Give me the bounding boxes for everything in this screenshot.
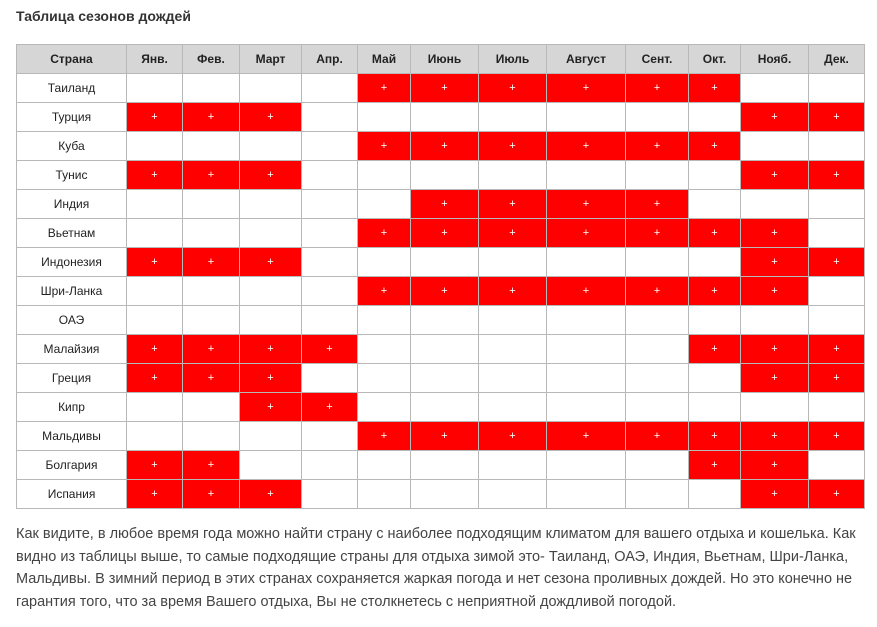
country-cell: ОАЭ (17, 306, 127, 335)
rain-season-cell: + (183, 103, 240, 132)
dry-season-cell (626, 103, 689, 132)
rain-season-cell: + (127, 335, 183, 364)
header-month: Сент. (626, 45, 689, 74)
dry-season-cell (626, 480, 689, 509)
dry-season-cell (547, 306, 626, 335)
country-cell: Болгария (17, 451, 127, 480)
header-month: Май (358, 45, 411, 74)
dry-season-cell (183, 393, 240, 422)
table-row (17, 364, 865, 393)
dry-season-cell (741, 190, 809, 219)
dry-season-cell (358, 248, 411, 277)
dry-season-cell (479, 306, 547, 335)
dry-season-cell (358, 364, 411, 393)
dry-season-cell (479, 451, 547, 480)
rain-season-cell: + (411, 277, 479, 306)
dry-season-cell (479, 248, 547, 277)
dry-season-cell (240, 74, 302, 103)
rain-season-cell: + (127, 248, 183, 277)
rain-season-cell: + (240, 364, 302, 393)
rain-season-cell: + (547, 277, 626, 306)
table-row (17, 103, 865, 132)
dry-season-cell (358, 161, 411, 190)
rain-season-cell: + (183, 364, 240, 393)
rain-season-cell: + (741, 103, 809, 132)
description-paragraph: Как видите, в любое время года можно найти страну с наиболее подходящим климатом для вашего отдыха и кошелька. Как видно из таблицы выше, то самые подходящие страны для отдыха зимой это- Таиланд, ОАЭ, Индия, Вьетнам, Шри-Ланка, Мальдивы. В зимний период в этих странах сохраняется жаркая погода и нет сезона проливных дождей. Но это конечно не гарантия того, что за время Вашего отдыха, Вы не столкнетесь с неприятной дождливой погодой. (16, 526, 856, 610)
rain-season-cell: + (183, 161, 240, 190)
dry-season-cell (479, 335, 547, 364)
country-cell: Тунис (17, 161, 127, 190)
country-cell: Индия (17, 190, 127, 219)
dry-season-cell (302, 219, 358, 248)
rain-season-cell: + (127, 103, 183, 132)
dry-season-cell (358, 335, 411, 364)
dry-season-cell (479, 161, 547, 190)
rain-season-cell: + (741, 480, 809, 509)
dry-season-cell (547, 103, 626, 132)
dry-season-cell (626, 161, 689, 190)
dry-season-cell (302, 132, 358, 161)
dry-season-cell (809, 74, 865, 103)
header-month: Июнь (411, 45, 479, 74)
rain-season-cell: + (127, 451, 183, 480)
dry-season-cell (302, 451, 358, 480)
table-row (17, 451, 865, 480)
dry-season-cell (183, 132, 240, 161)
rain-season-cell: + (809, 364, 865, 393)
dry-season-cell (809, 451, 865, 480)
rain-season-cell: + (626, 219, 689, 248)
dry-season-cell (183, 306, 240, 335)
dry-season-cell (183, 74, 240, 103)
table-row (17, 161, 865, 190)
table-row (17, 480, 865, 509)
dry-season-cell (479, 480, 547, 509)
rain-season-cell: + (626, 422, 689, 451)
rain-season-cell: + (809, 480, 865, 509)
rain-season-cell: + (358, 219, 411, 248)
dry-season-cell (411, 364, 479, 393)
rain-season-cell: + (809, 248, 865, 277)
country-cell: Испания (17, 480, 127, 509)
rain-season-cell: + (741, 161, 809, 190)
dry-season-cell (358, 103, 411, 132)
dry-season-cell (626, 451, 689, 480)
dry-season-cell (127, 132, 183, 161)
dry-season-cell (479, 393, 547, 422)
rain-season-cell: + (479, 422, 547, 451)
dry-season-cell (689, 306, 741, 335)
rain-season-cell: + (547, 219, 626, 248)
dry-season-cell (547, 161, 626, 190)
rain-season-cell: + (626, 132, 689, 161)
rain-season-table (16, 44, 865, 509)
dry-season-cell (809, 393, 865, 422)
table-row (17, 422, 865, 451)
dry-season-cell (183, 277, 240, 306)
rain-season-cell: + (741, 422, 809, 451)
dry-season-cell (547, 393, 626, 422)
rain-season-cell: + (479, 190, 547, 219)
dry-season-cell (479, 103, 547, 132)
rain-season-cell: + (240, 103, 302, 132)
header-month: Март (240, 45, 302, 74)
table-row (17, 74, 865, 103)
dry-season-cell (547, 480, 626, 509)
dry-season-cell (411, 103, 479, 132)
rain-season-cell: + (411, 190, 479, 219)
dry-season-cell (626, 335, 689, 364)
rain-season-cell: + (240, 161, 302, 190)
dry-season-cell (626, 248, 689, 277)
table-row (17, 335, 865, 364)
rain-season-cell: + (183, 480, 240, 509)
rain-season-cell: + (240, 335, 302, 364)
rain-season-cell: + (809, 161, 865, 190)
dry-season-cell (302, 161, 358, 190)
dry-season-cell (302, 422, 358, 451)
country-cell: Кипр (17, 393, 127, 422)
header-month: Нояб. (741, 45, 809, 74)
dry-season-cell (689, 190, 741, 219)
rain-season-cell: + (689, 74, 741, 103)
dry-season-cell (240, 306, 302, 335)
dry-season-cell (411, 480, 479, 509)
rain-season-cell: + (809, 335, 865, 364)
dry-season-cell (302, 364, 358, 393)
dry-season-cell (127, 393, 183, 422)
dry-season-cell (411, 335, 479, 364)
dry-season-cell (547, 248, 626, 277)
rain-season-cell: + (183, 335, 240, 364)
dry-season-cell (741, 74, 809, 103)
dry-season-cell (358, 480, 411, 509)
dry-season-cell (302, 74, 358, 103)
dry-season-cell (127, 74, 183, 103)
header-month: Июль (479, 45, 547, 74)
rain-season-cell: + (741, 277, 809, 306)
country-cell: Вьетнам (17, 219, 127, 248)
header-country: Страна (17, 45, 127, 74)
rain-season-cell: + (302, 335, 358, 364)
country-cell: Турция (17, 103, 127, 132)
dry-season-cell (358, 451, 411, 480)
rain-season-cell: + (547, 190, 626, 219)
country-cell: Мальдивы (17, 422, 127, 451)
table-row (17, 219, 865, 248)
rain-season-cell: + (479, 219, 547, 248)
rain-season-cell: + (741, 219, 809, 248)
dry-season-cell (302, 277, 358, 306)
country-cell: Куба (17, 132, 127, 161)
dry-season-cell (626, 393, 689, 422)
table-row (17, 132, 865, 161)
rain-season-cell: + (479, 277, 547, 306)
dry-season-cell (479, 364, 547, 393)
rain-season-cell: + (411, 422, 479, 451)
rain-season-cell: + (626, 190, 689, 219)
dry-season-cell (809, 219, 865, 248)
header-month: Апр. (302, 45, 358, 74)
dry-season-cell (240, 277, 302, 306)
dry-season-cell (127, 306, 183, 335)
table-row (17, 306, 865, 335)
dry-season-cell (183, 219, 240, 248)
dry-season-cell (411, 248, 479, 277)
table-header-row (17, 45, 865, 74)
dry-season-cell (358, 306, 411, 335)
rain-season-cell: + (689, 132, 741, 161)
dry-season-cell (411, 161, 479, 190)
rain-season-cell: + (127, 161, 183, 190)
rain-season-cell: + (547, 422, 626, 451)
table-row (17, 248, 865, 277)
dry-season-cell (127, 422, 183, 451)
table-body (17, 74, 865, 509)
dry-season-cell (689, 480, 741, 509)
rain-season-cell: + (809, 422, 865, 451)
dry-season-cell (411, 393, 479, 422)
dry-season-cell (302, 248, 358, 277)
rain-season-cell: + (479, 74, 547, 103)
dry-season-cell (741, 132, 809, 161)
dry-season-cell (240, 451, 302, 480)
rain-season-cell: + (127, 364, 183, 393)
rain-season-cell: + (411, 132, 479, 161)
table-row (17, 393, 865, 422)
dry-season-cell (302, 306, 358, 335)
rain-season-cell: + (741, 364, 809, 393)
dry-season-cell (411, 451, 479, 480)
dry-season-cell (240, 190, 302, 219)
header-month: Фев. (183, 45, 240, 74)
dry-season-cell (183, 422, 240, 451)
dry-season-cell (127, 277, 183, 306)
rain-season-cell: + (411, 74, 479, 103)
dry-season-cell (240, 219, 302, 248)
rain-season-cell: + (127, 480, 183, 509)
header-month: Янв. (127, 45, 183, 74)
dry-season-cell (809, 132, 865, 161)
table-row (17, 190, 865, 219)
rain-season-cell: + (689, 219, 741, 248)
country-cell: Греция (17, 364, 127, 393)
rain-season-cell: + (689, 277, 741, 306)
rain-season-cell: + (183, 248, 240, 277)
dry-season-cell (183, 190, 240, 219)
header-month: Окт. (689, 45, 741, 74)
rain-season-cell: + (302, 393, 358, 422)
dry-season-cell (689, 364, 741, 393)
dry-season-cell (689, 248, 741, 277)
rain-season-cell: + (358, 422, 411, 451)
header-month: Дек. (809, 45, 865, 74)
rain-season-cell: + (358, 132, 411, 161)
dry-season-cell (626, 306, 689, 335)
rain-season-cell: + (626, 277, 689, 306)
dry-season-cell (809, 190, 865, 219)
dry-season-cell (302, 480, 358, 509)
dry-season-cell (626, 364, 689, 393)
dry-season-cell (689, 161, 741, 190)
page-title: Таблица сезонов дождей (16, 8, 191, 24)
header-month: Август (547, 45, 626, 74)
dry-season-cell (547, 451, 626, 480)
dry-season-cell (358, 393, 411, 422)
rain-season-cell: + (479, 132, 547, 161)
rain-season-cell: + (411, 219, 479, 248)
rain-season-cell: + (689, 422, 741, 451)
dry-season-cell (302, 103, 358, 132)
rain-season-cell: + (358, 277, 411, 306)
dry-season-cell (741, 393, 809, 422)
dry-season-cell (689, 393, 741, 422)
rain-season-cell: + (547, 74, 626, 103)
dry-season-cell (547, 335, 626, 364)
rain-season-cell: + (741, 451, 809, 480)
dry-season-cell (411, 306, 479, 335)
rain-season-cell: + (547, 132, 626, 161)
rain-season-cell: + (240, 480, 302, 509)
rain-season-cell: + (358, 74, 411, 103)
country-cell: Малайзия (17, 335, 127, 364)
table-row (17, 277, 865, 306)
country-cell: Шри-Ланка (17, 277, 127, 306)
dry-season-cell (358, 190, 411, 219)
rain-season-cell: + (240, 393, 302, 422)
rain-season-cell: + (689, 335, 741, 364)
rain-season-cell: + (741, 335, 809, 364)
dry-season-cell (547, 364, 626, 393)
rain-season-cell: + (809, 103, 865, 132)
country-cell: Таиланд (17, 74, 127, 103)
rain-season-cell: + (183, 451, 240, 480)
dry-season-cell (689, 103, 741, 132)
dry-season-cell (809, 277, 865, 306)
country-cell: Индонезия (17, 248, 127, 277)
rain-season-cell: + (626, 74, 689, 103)
dry-season-cell (127, 219, 183, 248)
rain-season-cell: + (741, 248, 809, 277)
dry-season-cell (240, 132, 302, 161)
dry-season-cell (302, 190, 358, 219)
rain-season-cell: + (240, 248, 302, 277)
dry-season-cell (240, 422, 302, 451)
rain-season-cell: + (689, 451, 741, 480)
dry-season-cell (741, 306, 809, 335)
dry-season-cell (809, 306, 865, 335)
dry-season-cell (127, 190, 183, 219)
